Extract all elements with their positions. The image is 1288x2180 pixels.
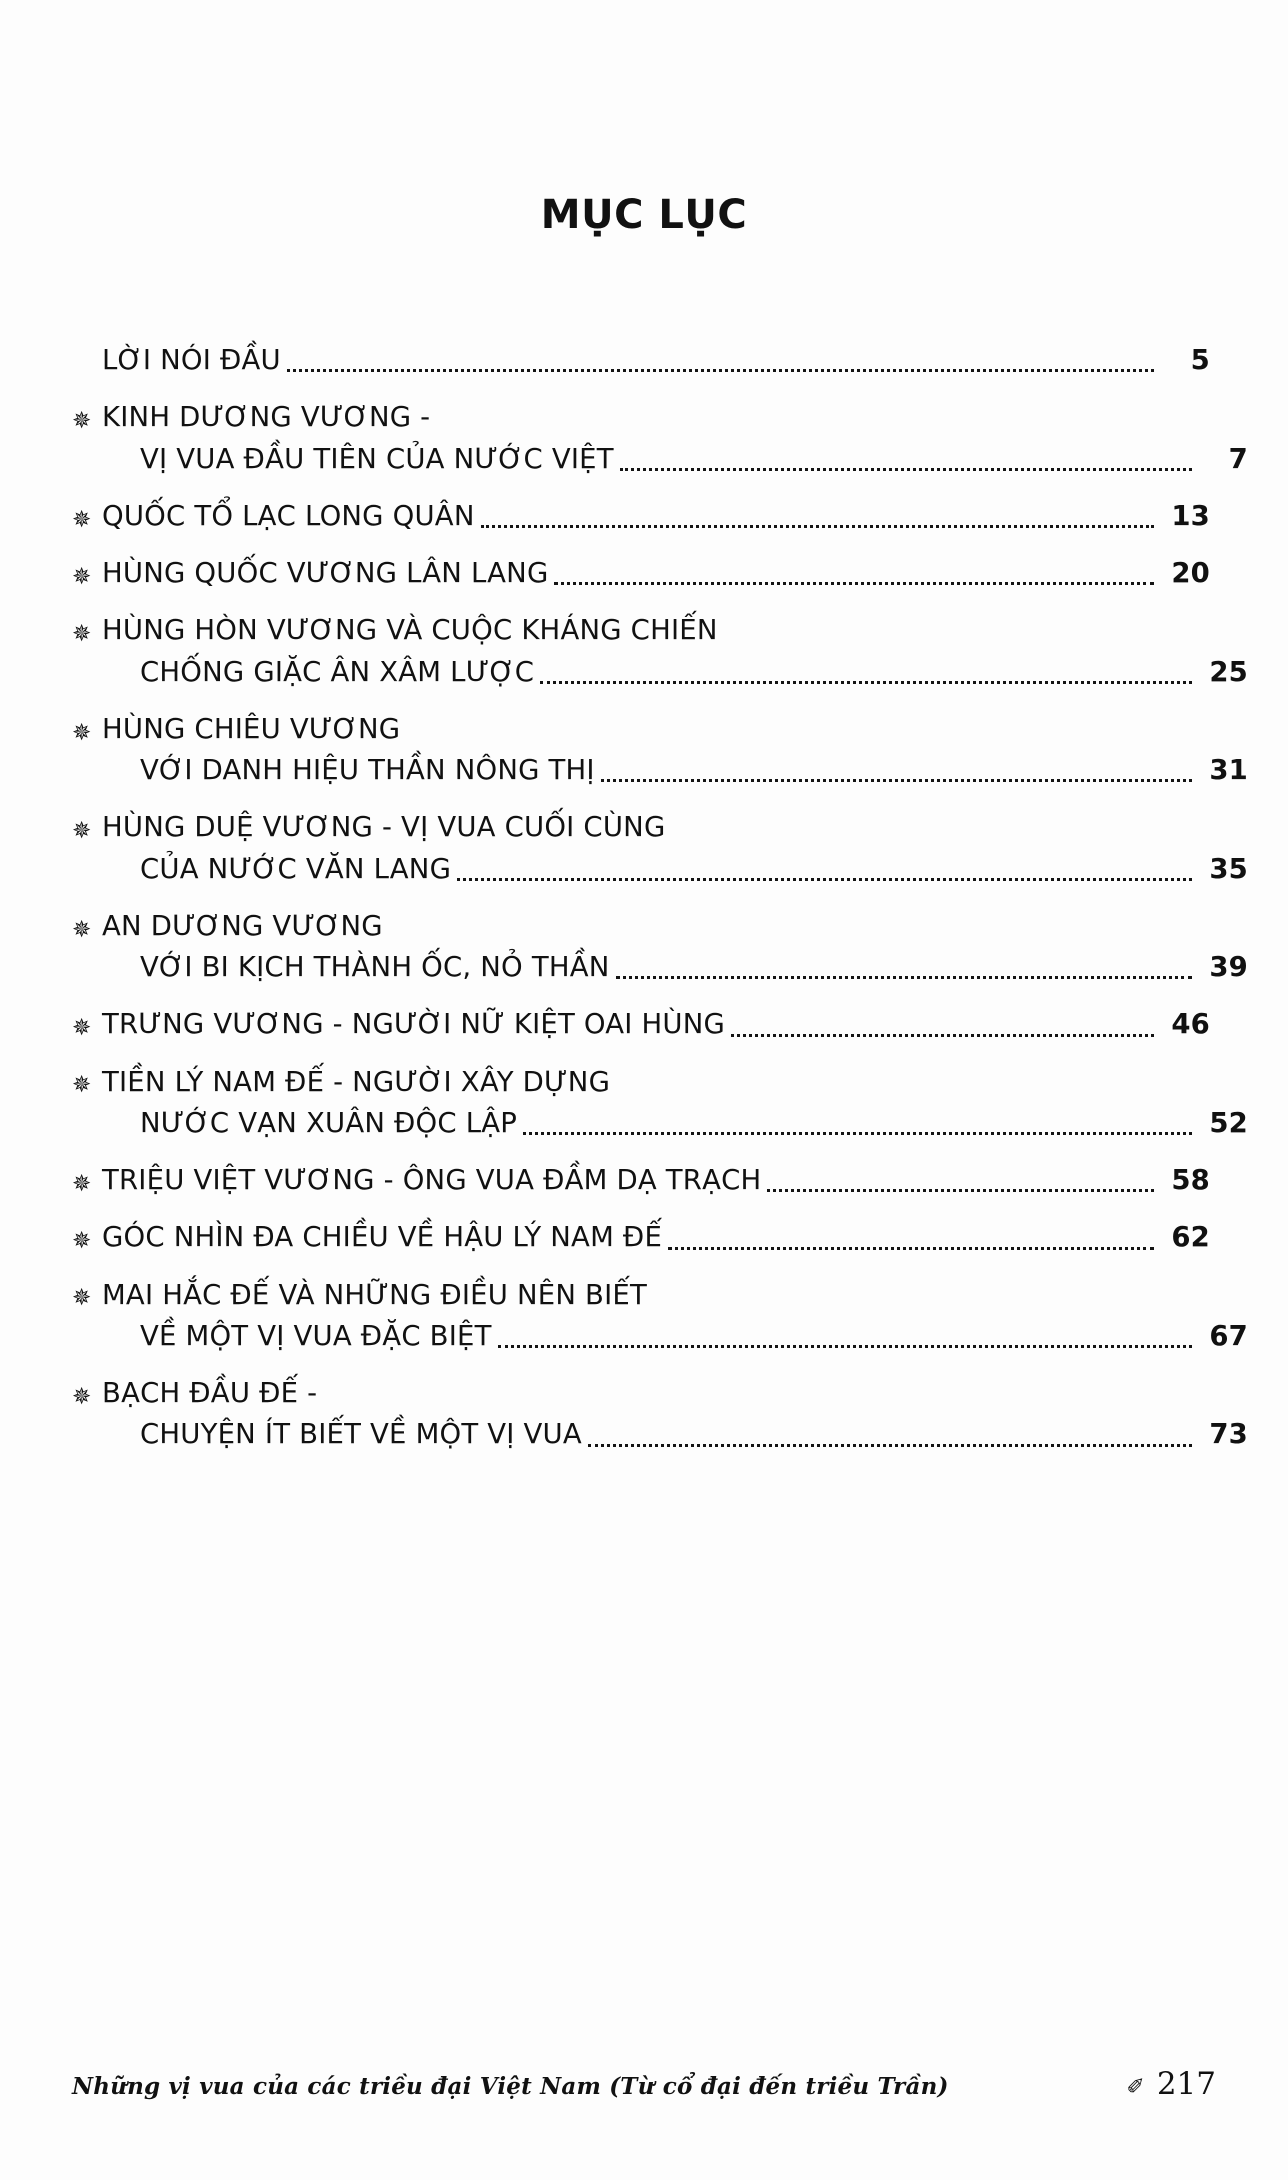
toc-page-number: 67: [1209, 1319, 1248, 1352]
flower-bullet-icon: ✵: [72, 408, 92, 434]
toc-entry[interactable]: [72, 1062, 1248, 1145]
toc-page-number: 20: [1171, 557, 1210, 589]
toc-dot-leader: [668, 1247, 1154, 1250]
flower-bullet-icon: ✵: [72, 621, 92, 647]
toc-entry[interactable]: [72, 906, 1248, 989]
toc-line[interactable]: [72, 610, 1210, 651]
toc-entry[interactable]: [72, 1004, 1210, 1045]
toc-line[interactable]: [72, 652, 1248, 693]
toc-page-number: 35: [1209, 852, 1248, 885]
toc-page-number: 73: [1209, 1418, 1248, 1451]
toc-page-number: 52: [1209, 1106, 1248, 1139]
toc-dot-leader: [731, 1034, 1154, 1037]
toc-line[interactable]: [72, 1217, 1210, 1258]
toc-line[interactable]: [72, 807, 1210, 848]
toc-entry[interactable]: [72, 807, 1248, 890]
toc-dot-leader: [554, 582, 1154, 585]
toc-dot-leader: [601, 779, 1192, 782]
toc-page-number: 25: [1209, 655, 1248, 688]
toc-entry-label: HÙNG HÒN VƯƠNG VÀ CUỘC KHÁNG CHIẾN: [102, 614, 718, 647]
flower-bullet-icon: ✵: [72, 563, 92, 590]
toc-line[interactable]: [72, 947, 1248, 988]
toc-entry-label: HÙNG CHIÊU VƯƠNG: [102, 712, 401, 745]
toc-entry[interactable]: [72, 340, 1210, 381]
toc-entry-label: CỦA NƯỚC VĂN LANG: [140, 852, 452, 885]
toc-entry[interactable]: [72, 1160, 1210, 1201]
toc-entry-label: BẠCH ĐẦU ĐẾ -: [102, 1377, 318, 1409]
toc-page-number: 5: [1190, 344, 1210, 376]
toc-line[interactable]: [72, 1414, 1248, 1455]
toc-entry-label: CHỐNG GIẶC ÂN XÂM LƯỢC: [140, 655, 535, 688]
toc-line[interactable]: [72, 1062, 1210, 1103]
toc-entry-label: TRƯNG VƯƠNG - NGƯỜI NỮ KIỆT OAI HÙNG: [102, 1008, 726, 1041]
page-footer: [72, 2066, 1216, 2102]
toc-entry[interactable]: [72, 610, 1248, 693]
toc-entry-label: VỊ VUA ĐẦU TIÊN CỦA NƯỚC VIỆT: [140, 442, 614, 475]
toc-entry-label: CHUYỆN ÍT BIẾT VỀ MỘT VỊ VUA: [140, 1418, 582, 1451]
toc-entry-label: QUỐC TỔ LẠC LONG QUÂN: [102, 499, 475, 532]
toc-entry-label: KINH DƯƠNG VƯƠNG -: [102, 401, 431, 434]
toc-line[interactable]: [72, 1103, 1248, 1144]
toc-entry[interactable]: [72, 1373, 1248, 1456]
toc-line[interactable]: [72, 849, 1248, 890]
toc-dot-leader: [767, 1189, 1154, 1192]
toc-page-number: 31: [1209, 754, 1248, 786]
toc-line[interactable]: [72, 1004, 1210, 1045]
toc-page-number: 46: [1171, 1008, 1210, 1041]
toc-dot-leader: [620, 468, 1192, 471]
toc-dot-leader: [616, 976, 1193, 979]
toc-dot-leader: [523, 1132, 1192, 1135]
flower-bullet-icon: ✵: [72, 1170, 92, 1197]
footer-book-title: Những vị vua của các triều đại Việt Nam (Từ cổ đại đến triều Trần): [72, 2073, 949, 2100]
toc-dot-leader: [457, 878, 1192, 881]
flower-bullet-icon: ✵: [72, 1015, 92, 1041]
flower-bullet-icon: ✵: [72, 1072, 92, 1099]
footer-right-group: [1112, 2066, 1216, 2102]
flower-bullet-icon: ✵: [72, 818, 92, 844]
toc-line[interactable]: [72, 1373, 1210, 1414]
toc-entry-label: LỜI NÓI ĐẦU: [102, 344, 281, 376]
toc-line[interactable]: [72, 709, 1210, 750]
toc-entry-label: HÙNG DUỆ VƯƠNG - VỊ VUA CUỐI CÙNG: [102, 811, 666, 844]
toc-entry-label: GÓC NHÌN ĐA CHIỀU VỀ HẬU LÝ NAM ĐẾ: [102, 1221, 663, 1254]
toc-line[interactable]: [72, 397, 1210, 438]
toc-page-number: 39: [1209, 951, 1248, 983]
toc-page-number: 62: [1171, 1221, 1210, 1254]
toc-line[interactable]: [72, 1316, 1248, 1357]
footer-page-number: 217: [1156, 2066, 1216, 2102]
toc-line[interactable]: [72, 750, 1248, 791]
page-title: MỤC LỤC: [540, 192, 748, 238]
toc-dot-leader: [287, 369, 1154, 372]
toc-entry[interactable]: [72, 397, 1248, 480]
toc-line[interactable]: [72, 1275, 1210, 1316]
toc-page-number: 7: [1228, 442, 1248, 475]
toc-dot-leader: [481, 525, 1154, 528]
flower-bullet-icon: ✵: [72, 1383, 92, 1410]
toc-entry[interactable]: [72, 1217, 1210, 1258]
toc-entry-label: VỚI BI KỊCH THÀNH ỐC, NỎ THẦN: [140, 951, 610, 983]
toc-page-number: 58: [1171, 1164, 1210, 1196]
flower-bullet-icon: ✵: [72, 1285, 92, 1312]
toc-line[interactable]: [72, 496, 1210, 537]
toc-line[interactable]: [72, 340, 1210, 381]
table-of-contents: [72, 340, 1248, 1472]
toc-line[interactable]: [72, 553, 1210, 594]
flower-bullet-icon: ✵: [72, 916, 92, 943]
toc-entry-label: VỚI DANH HIỆU THẦN NÔNG THỊ: [140, 754, 595, 786]
toc-entry-label: VỀ MỘT VỊ VUA ĐẶC BIỆT: [140, 1319, 492, 1352]
toc-entry-label: HÙNG QUỐC VƯƠNG LÂN LANG: [102, 557, 549, 589]
toc-line[interactable]: [72, 439, 1248, 480]
toc-dot-leader: [540, 681, 1192, 684]
flower-bullet-icon: ✵: [72, 506, 92, 533]
toc-entry[interactable]: [72, 496, 1210, 537]
toc-entry[interactable]: [72, 553, 1210, 594]
toc-line[interactable]: [72, 1160, 1210, 1201]
toc-entry-label: AN DƯƠNG VƯƠNG: [102, 909, 383, 942]
toc-page-number: 13: [1171, 499, 1210, 532]
toc-entry[interactable]: [72, 1275, 1248, 1358]
ornament-icon: ✐: [1126, 2075, 1145, 2100]
toc-dot-leader: [588, 1444, 1192, 1447]
toc-entry-label: MAI HẮC ĐẾ VÀ NHỮNG ĐIỀU NÊN BIẾT: [102, 1278, 647, 1311]
toc-entry[interactable]: [72, 709, 1248, 792]
toc-entry-label: NƯỚC VẠN XUÂN ĐỘC LẬP: [140, 1106, 518, 1139]
toc-line[interactable]: [72, 906, 1210, 947]
flower-bullet-icon: ✵: [72, 719, 92, 746]
toc-entry-label: TIỀN LÝ NAM ĐẾ - NGƯỜI XÂY DỰNG: [102, 1065, 611, 1098]
toc-dot-leader: [498, 1345, 1192, 1348]
flower-bullet-icon: ✵: [72, 1228, 92, 1254]
toc-entry-label: TRIỆU VIỆT VƯƠNG - ÔNG VUA ĐẦM DẠ TRẠCH: [102, 1164, 762, 1196]
